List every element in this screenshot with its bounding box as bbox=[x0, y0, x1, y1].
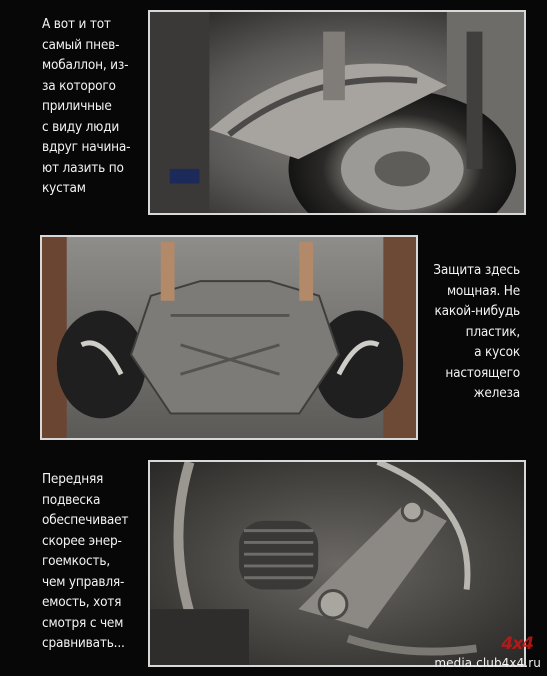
photo-front-suspension bbox=[148, 460, 526, 667]
club4x4-logo: 4x4 bbox=[501, 634, 533, 654]
caption-line: ют лазить по bbox=[42, 159, 124, 176]
caption-line: железа bbox=[473, 385, 520, 401]
photo-air-spring-image bbox=[150, 12, 524, 213]
caption-line: А вот и тот bbox=[42, 16, 111, 32]
caption-line: Передняя bbox=[42, 471, 104, 487]
caption-skid-plate bbox=[433, 260, 520, 404]
caption-line: вдруг начина- bbox=[42, 139, 131, 155]
caption-line: с виду люди bbox=[42, 118, 120, 135]
caption-line: скорее энер- bbox=[42, 532, 122, 549]
photo-air-spring bbox=[148, 10, 526, 215]
caption-line: настоящего bbox=[445, 364, 520, 381]
caption-line: емость, хотя bbox=[42, 594, 122, 610]
photo-skid-plate-image bbox=[42, 237, 416, 438]
caption-line: а кусок bbox=[474, 344, 520, 360]
caption-line: Защита здесь bbox=[433, 262, 520, 278]
caption-front-suspension bbox=[42, 469, 128, 654]
caption-line: пластик, bbox=[465, 323, 520, 340]
caption-line: кустам bbox=[42, 180, 86, 196]
caption-line: приличные bbox=[42, 98, 112, 114]
photo-skid-plate bbox=[40, 235, 418, 440]
caption-line: самый пнев- bbox=[42, 36, 120, 53]
caption-line: подвеска bbox=[42, 491, 101, 508]
caption-line: сравнивать... bbox=[42, 635, 125, 651]
caption-line: обеспечивает bbox=[42, 512, 129, 528]
caption-line: чем управля- bbox=[42, 573, 125, 590]
watermark-site: media.club4x4.ru bbox=[434, 656, 541, 670]
caption-line: смотря с чем bbox=[42, 614, 124, 631]
caption-line: какой-нибудь bbox=[434, 303, 520, 319]
photo-front-suspension-image bbox=[150, 462, 524, 665]
caption-line: гоемкость, bbox=[42, 553, 110, 569]
caption-air-spring bbox=[42, 14, 130, 199]
caption-line: мощная. Не bbox=[446, 282, 520, 299]
caption-line: мобаллон, из- bbox=[42, 57, 129, 73]
caption-line: за которого bbox=[42, 77, 116, 94]
